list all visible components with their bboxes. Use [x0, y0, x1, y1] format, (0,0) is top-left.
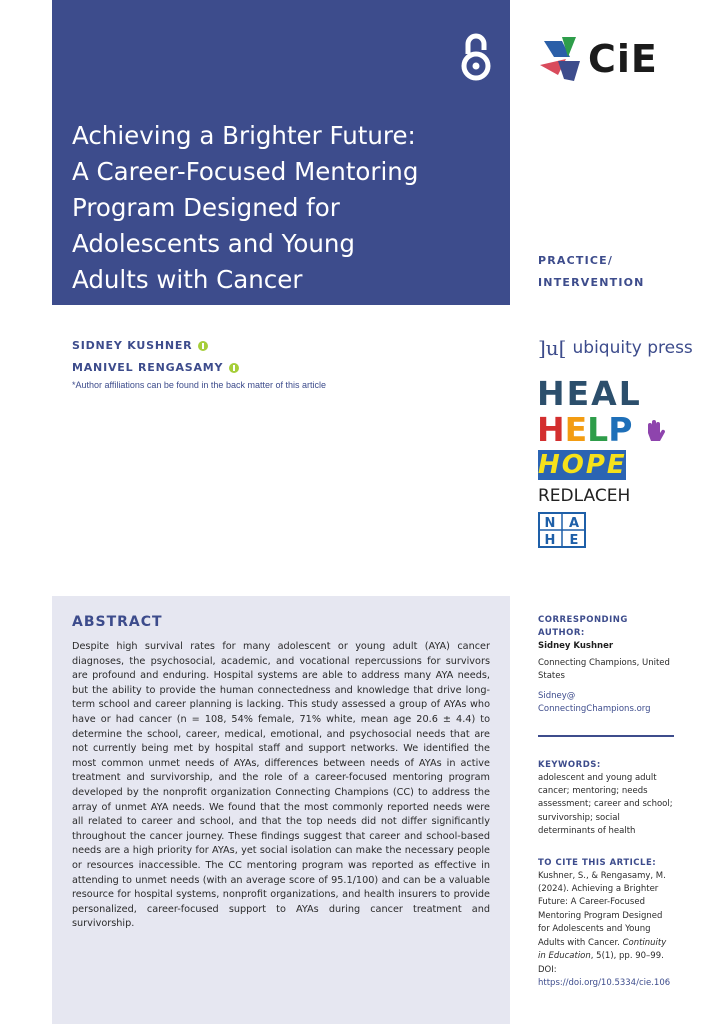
abstract-text: Despite high survival rates for many adolescent or young adult (AYA) cancer diagnoses, the psychosocial, academic, and vocational repercussions for survivors are profound and enduring. Hospital systems are able to address many AYA needs, but the ability to provide the human connectedness and knowledge that drive long-term school and career planning is lacking. This study assessed a group of AYAs who have or had cancer (n = 108, 54% female, 71% white, mean age 20.6 ± 4.4) to determine the school, career, medical, emotional, and psychosocial needs that are not currently being met by hospital staff and support networks. We identified the most common unmet needs of AYAs, differences between needs of AYAs in active treatment and survivorship, and the role of a career-focused mentoring program developed by the nonprofit organization Connecting Champions (CC) to address the array of unmet AYA needs. We found that the most commonly reported needs were all related to career and school, and that the top needs did not differ significantly throughout the cancer journey. These findings suggest that career and school-based needs are a high priority for AYAs, yet social isolation can make the necessary people or resources inaccessible. The CC mentoring program was reported as effective in attending to unmet needs (with an average score of 95.1/100) and can be a valuable resource for hospital systems, nonprofit organizations, and health insurers to provide personalized, career-focused support to AYAs during cancer treatment and survivorship. [72, 641, 490, 930]
corresponding-author-affiliation: Connecting Champions, United States [538, 658, 670, 682]
nahe-letter: N [544, 516, 556, 531]
author-name: SIDNEY KUSHNER [72, 339, 193, 352]
author-name: MANIVEL RENGASAMY [72, 361, 224, 374]
article-type [538, 250, 668, 294]
help-letter: H [537, 410, 565, 449]
citation-details: , 5(1), pp. 90–99. DOI: [538, 951, 664, 975]
nahe-logo [538, 512, 586, 548]
abstract-heading: ABSTRACT [72, 614, 163, 630]
help-letter: E [564, 410, 588, 449]
citation-text [538, 870, 674, 991]
author [72, 335, 239, 357]
title-banner [52, 0, 510, 305]
nahe-letter: E [569, 533, 579, 548]
help-letter: L [587, 410, 609, 449]
email-link[interactable] [538, 690, 674, 717]
ubiquity-press-logo [538, 336, 693, 360]
help-letter: P [608, 410, 633, 449]
title-line: Adolescents and Young [72, 229, 355, 258]
hope-logo: HOPE [538, 450, 627, 480]
ubiquity-mark-icon: ]u[ [538, 336, 567, 360]
title-line: Program Designed for [72, 193, 340, 222]
email-line: ConnectingChampions.org [538, 704, 651, 715]
orcid-icon[interactable] [198, 341, 208, 351]
help-logo [537, 410, 666, 449]
citation-main: Kushner, S., & Rengasamy, M. (2024). Achieving a Brighter Future: A Career-Focused Mentoring Program Designed for Adolescents and Young Adults with Cancer. [538, 870, 666, 948]
orcid-icon[interactable] [229, 363, 239, 373]
cie-logo-text: CiE [588, 37, 658, 81]
author-list [72, 335, 239, 379]
title-line: Achieving a Brighter Future: [72, 121, 416, 150]
author [72, 357, 239, 379]
article-type-line: INTERVENTION [538, 276, 645, 289]
ubiquity-press-text: ubiquity press [572, 338, 693, 358]
cie-mark-icon [540, 35, 584, 83]
article-sidebar [538, 614, 674, 1008]
affiliation-note: *Author affiliations can be found in the back matter of this article [72, 380, 326, 390]
keywords [538, 759, 674, 839]
divider [538, 735, 674, 737]
article-title [72, 118, 472, 298]
citation [538, 857, 674, 991]
corresponding-author-name: Sidney Kushner [538, 641, 614, 651]
corresponding-author-label: CORRESPONDING AUTHOR: [538, 615, 628, 638]
article-type-line: PRACTICE/ [538, 254, 614, 267]
title-line: A Career-Focused Mentoring [72, 157, 419, 186]
keywords-text: adolescent and young adult cancer; mentoring; needs assessment; career and school; survivorship; social determinants of health [538, 772, 673, 837]
email-line: Sidney@ [538, 690, 576, 701]
keywords-label: KEYWORDS: [538, 759, 601, 770]
heal-logo: HEAL [537, 374, 642, 413]
open-access-icon [457, 30, 495, 82]
abstract-section [52, 596, 510, 1024]
corresponding-author [538, 614, 674, 717]
redlaceh-logo: REDLACEH [538, 486, 631, 506]
hand-icon [644, 419, 666, 445]
cie-journal-logo [540, 35, 660, 85]
citation-label: TO CITE THIS ARTICLE: [538, 857, 657, 868]
doi-link[interactable]: https://doi.org/10.5334/cie.106 [538, 977, 671, 988]
nahe-letter: A [568, 516, 580, 531]
citation-journal: Continuity in Education [538, 937, 667, 962]
nahe-letter: H [544, 533, 556, 548]
title-line: Adults with Cancer [72, 265, 303, 294]
